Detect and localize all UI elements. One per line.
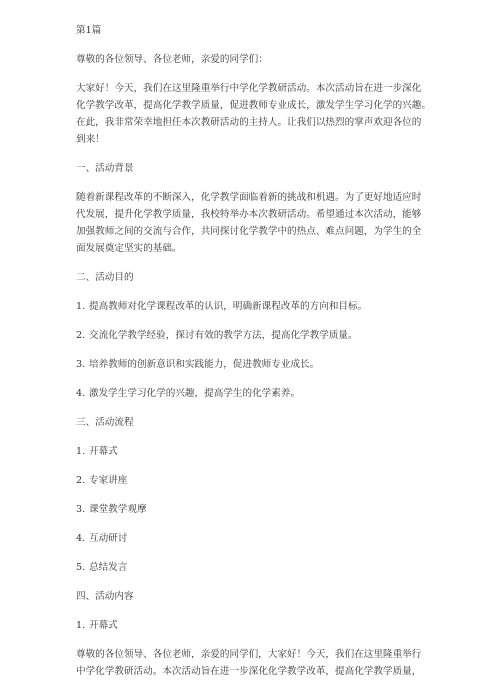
list-number: 4.	[76, 388, 86, 399]
list-text: 激发学生学习化学的兴趣，提高学生的化学素养。	[89, 388, 301, 399]
opening-line: 大家好！今天，我们在这里隆重举行中学化学教研活动。本次活动旨在进一步深化	[76, 83, 422, 94]
content-line: 尊敬的各位领导、各位老师，亲爱的同学们，大家好！今天，我们在这里隆重举行	[76, 649, 422, 660]
list-number: 3.	[76, 504, 86, 515]
background-paragraph	[76, 189, 428, 257]
opening-line: 在此，我非常荣幸地担任本次教研活动的主持人。让我们以热烈的掌声欢迎各位的	[76, 117, 422, 128]
list-number: 1.	[76, 620, 86, 631]
list-item	[76, 530, 428, 547]
list-text: 提高教师对化学课程改革的认识，明确新课程改革的方向和目标。	[89, 301, 368, 312]
list-number: 1.	[76, 446, 86, 457]
list-text: 开幕式	[89, 446, 118, 457]
list-text: 专家讲座	[89, 475, 128, 486]
list-number: 2.	[76, 330, 86, 341]
list-text: 互动研讨	[89, 533, 128, 544]
background-line: 代发展，提升化学教学质量，我校特举办本次教研活动。希望通过本次活动，能够	[76, 209, 422, 220]
list-text: 总结发言	[89, 562, 128, 573]
list-item	[76, 298, 428, 315]
salutation: 尊敬的各位领导、各位老师，亲爱的同学们：	[76, 54, 268, 65]
list-item	[76, 327, 428, 344]
document-page	[76, 22, 431, 680]
list-text: 交流化学教学经验，探讨有效的教学方法，提高化学教学质量。	[89, 330, 358, 341]
list-number: 5.	[76, 562, 86, 573]
list-number: 4.	[76, 533, 86, 544]
list-text: 课堂教学观摩	[89, 504, 147, 515]
list-item	[76, 617, 428, 634]
opening-line: 到来！	[76, 134, 105, 145]
content-paragraph	[76, 646, 428, 680]
opening-line: 化学教学改革，提高化学教学质量，促进教师专业成长，激发学生学习化学的兴趣。	[76, 100, 431, 111]
page-label: 第1篇	[76, 25, 102, 36]
content-line: 中学化学教研活动。本次活动旨在进一步深化化学教学改革，提高化学教学质量，	[76, 666, 422, 677]
list-text: 开幕式	[89, 620, 118, 631]
opening-paragraph	[76, 80, 431, 148]
background-line: 加强教师之间的交流与合作，共同探讨化学教学中的热点、难点问题，为学生的全	[76, 226, 422, 237]
section-heading-purpose: 二、活动目的	[76, 272, 134, 283]
list-item	[76, 385, 428, 402]
list-text: 培养教师的创新意识和实践能力，促进教师专业成长。	[89, 359, 320, 370]
list-item	[76, 559, 428, 576]
section-heading-content: 四、活动内容	[76, 591, 134, 602]
list-item	[76, 356, 428, 373]
background-line: 随着新课程改革的不断深入，化学教学面临着新的挑战和机遇。为了更好地适应时	[76, 192, 422, 203]
background-line: 面发展奠定坚实的基础。	[76, 243, 182, 254]
section-heading-background: 一、活动背景	[76, 163, 134, 174]
list-item	[76, 501, 428, 518]
list-number: 1.	[76, 301, 86, 312]
list-item	[76, 443, 428, 460]
section-heading-process: 三、活动流程	[76, 417, 134, 428]
list-number: 3.	[76, 359, 86, 370]
list-item	[76, 472, 428, 489]
list-number: 2.	[76, 475, 86, 486]
